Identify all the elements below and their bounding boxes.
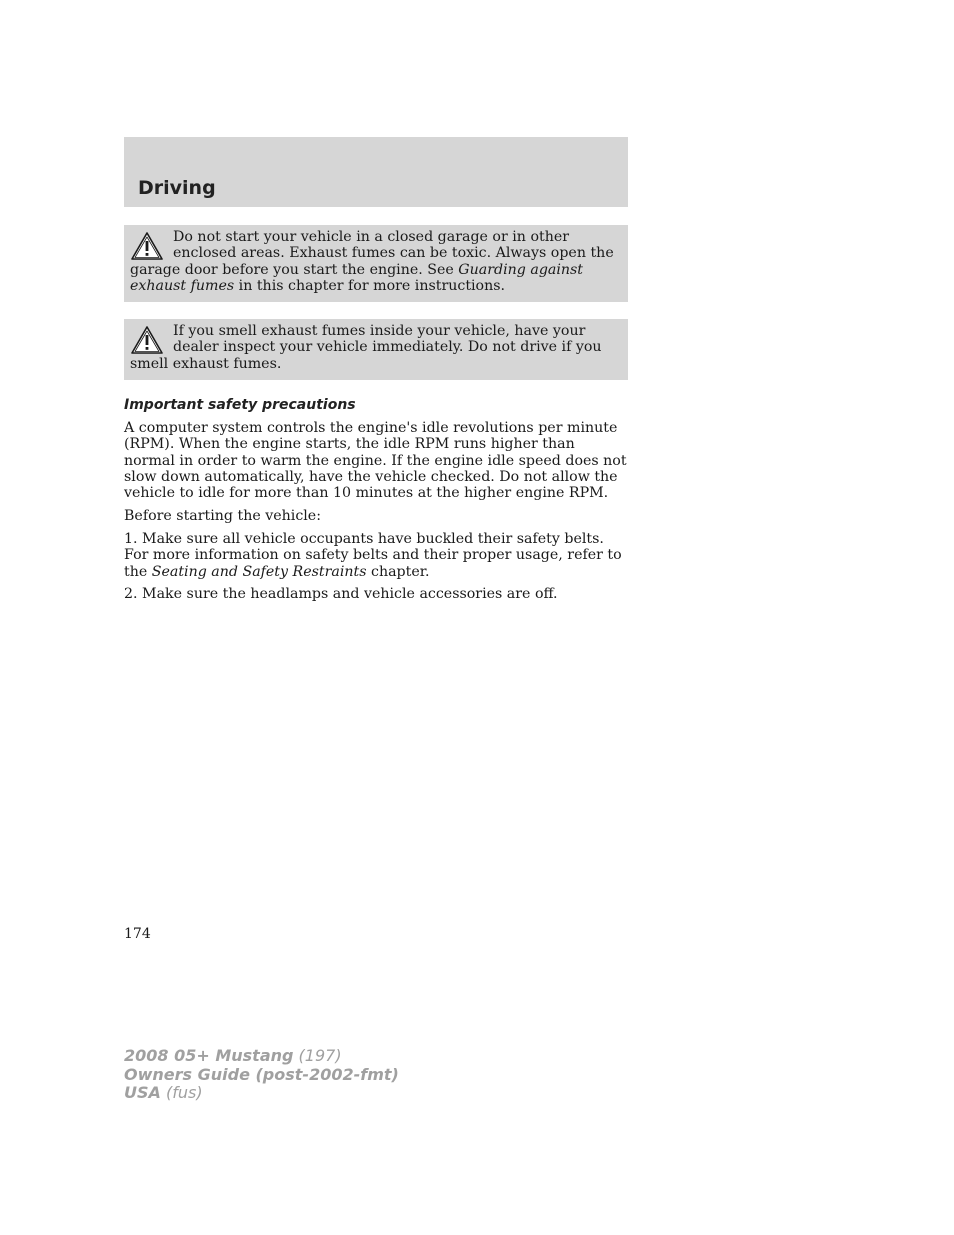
footer-line-model xyxy=(124,1047,399,1066)
paragraph-before-starting: Before starting the vehicle: xyxy=(124,508,321,524)
warning-triangle-icon xyxy=(130,231,164,261)
warning-triangle-icon xyxy=(130,325,164,355)
footer-line-guide xyxy=(124,1066,399,1085)
chapter-title: Driving xyxy=(138,177,216,199)
list-item-text: 1. Make sure all vehicle occupants have buckled their safety belts. For more information on safety belts and their proper usage, refer to the xyxy=(124,531,622,580)
warning-text-tail: in this chapter for more instructions. xyxy=(234,277,506,294)
paragraph-idle-rpm: A computer system controls the engine's idle revolutions per minute (RPM). When the engine starts, the idle RPM runs higher than normal in order to warm the engine. If the engine idle speed does not slow down automatically, have the vehicle checked. Do not allow the vehicle to idle for more than 10 minutes at the higher engine RPM. xyxy=(124,420,627,502)
footer-guide: Owners Guide (post-2002-fmt) xyxy=(124,1064,399,1084)
list-item-headlamps: 2. Make sure the headlamps and vehicle accessories are off. xyxy=(124,586,558,602)
footer-model-code: (197) xyxy=(293,1046,342,1065)
warning-box-exhaust-garage xyxy=(124,225,628,302)
warning-box-exhaust-smell xyxy=(124,319,628,380)
document-footer xyxy=(124,1047,399,1103)
footer-market-code: (fus) xyxy=(160,1083,203,1102)
chapter-reference: Seating and Safety Restraints xyxy=(151,563,367,580)
footer-line-market xyxy=(124,1084,399,1103)
footer-model: 2008 05+ Mustang xyxy=(124,1046,294,1065)
page-number: 174 xyxy=(124,926,151,942)
list-item-safety-belts xyxy=(124,531,630,580)
warning-text: Do not start your vehicle in a closed garage or in other enclosed areas. Exhaust fumes can be toxic. Always open the garage door before you start the engine. See xyxy=(130,229,614,278)
warning-reference: Guarding against exhaust fumes xyxy=(130,261,584,294)
footer-market: USA xyxy=(124,1083,161,1102)
chapter-header xyxy=(124,137,628,207)
section-heading: Important safety precautions xyxy=(124,397,356,413)
list-item-text-tail: chapter. xyxy=(366,563,430,580)
warning-text: If you smell exhaust fumes inside your vehicle, have your dealer inspect your vehicle immediately. Do not drive if you smell exhaust fumes. xyxy=(130,323,602,372)
